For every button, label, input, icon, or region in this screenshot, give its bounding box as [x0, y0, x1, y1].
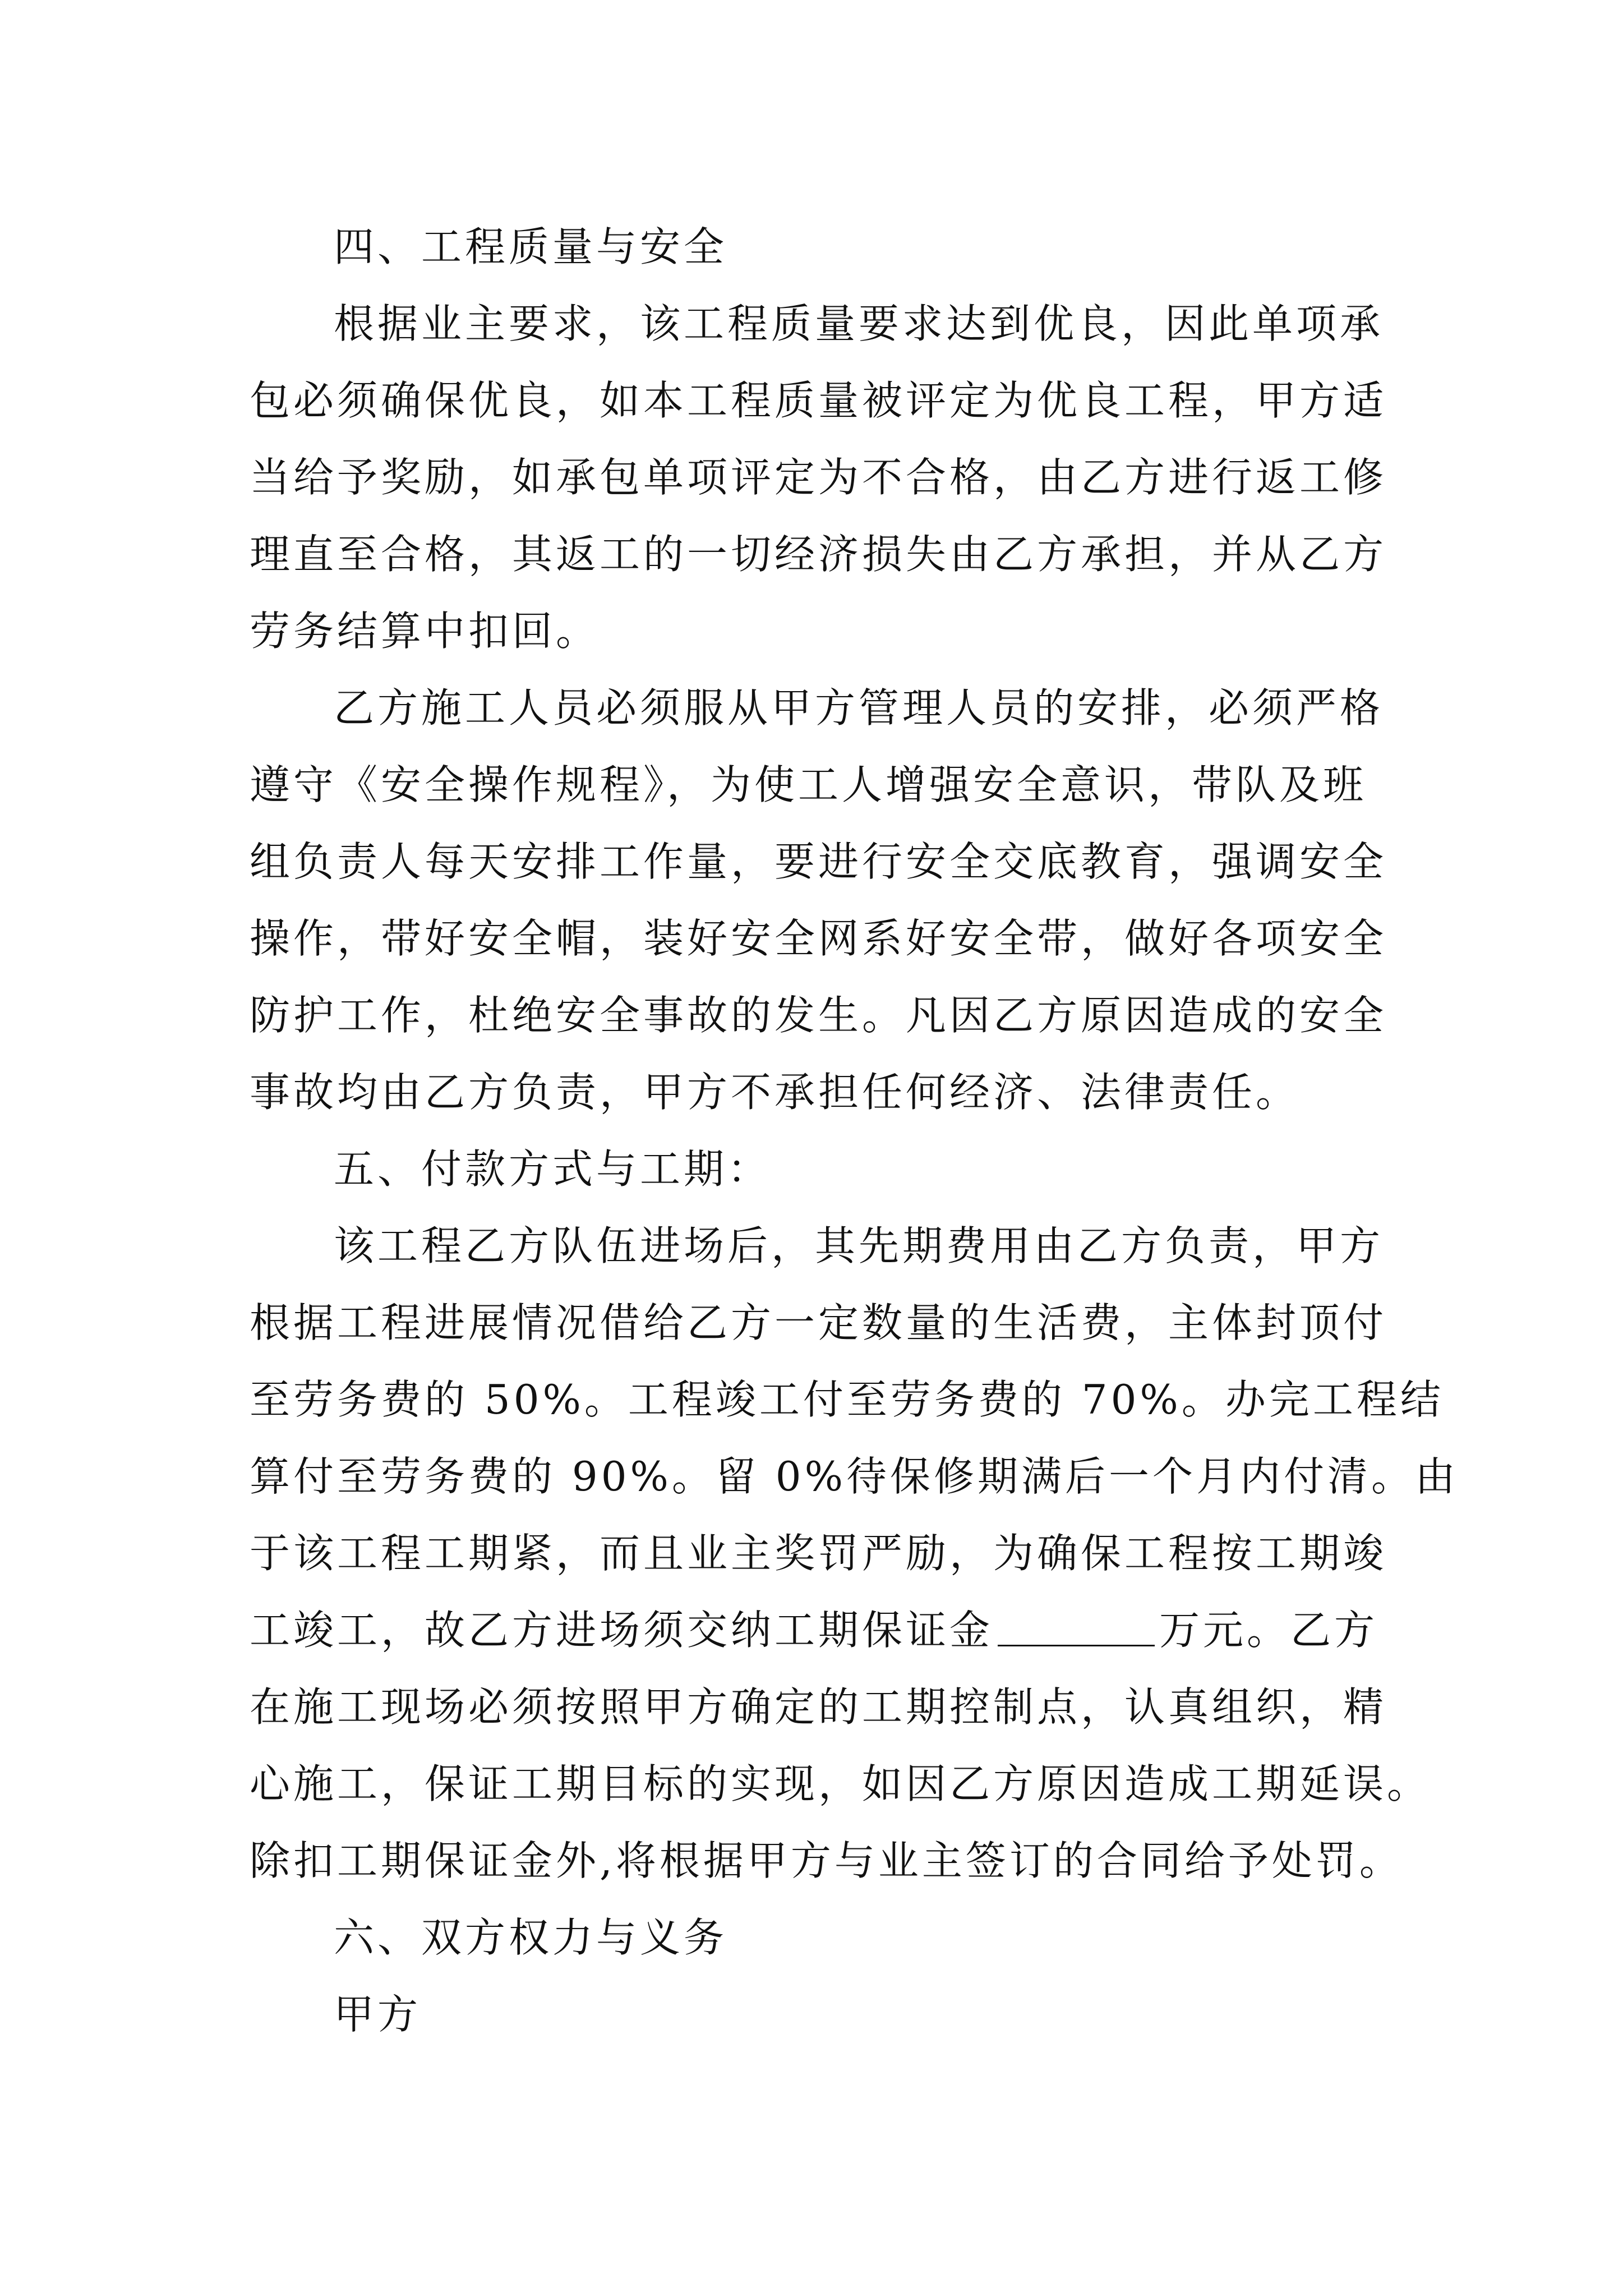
- section-6-heading: 六、双方权力与义务: [334, 1914, 728, 1961]
- paragraph-line: 至劳务费的 50%。工程竣工付至劳务费的 70%。办完工程结: [250, 1376, 1444, 1423]
- party-a-label: 甲方: [334, 1991, 422, 2038]
- section-5-heading: 五、付款方式与工期：: [334, 1145, 772, 1193]
- paragraph-line: 劳务结算中扣回。: [250, 608, 600, 655]
- document-body: [250, 209, 1459, 2053]
- paragraph-line: 心施工，保证工期目标的实现，如因乙方原因造成工期延误。: [250, 1760, 1431, 1807]
- paragraph-line: 乙方施工人员必须服从甲方管理人员的安排，必须严格: [334, 684, 1384, 731]
- line-text-after-blank: 万元。乙方: [1159, 1607, 1378, 1654]
- paragraph-line: 防护工作，杜绝安全事故的发生。凡因乙方原因造成的安全: [250, 992, 1387, 1039]
- paragraph-line: 包必须确保优良，如本工程质量被评定为优良工程，甲方适: [250, 377, 1387, 424]
- section-4-heading: 四、工程质量与安全: [334, 223, 728, 270]
- paragraph-line: 理直至合格，其返工的一切经济损失由乙方承担，并从乙方: [250, 531, 1387, 578]
- paragraph-line: 事故均由乙方负责，甲方不承担任何经济、法律责任。: [250, 1069, 1300, 1116]
- paragraph-line: 根据业主要求，该工程质量要求达到优良，因此单项承: [334, 300, 1384, 347]
- paragraph-line: 算付至劳务费的 90%。留 0%待保修期满后一个月内付清。由: [250, 1453, 1459, 1500]
- paragraph-line: 根据工程进展情况借给乙方一定数量的生活费，主体封顶付: [250, 1299, 1387, 1346]
- paragraph-line: 该工程乙方队伍进场后，其先期费用由乙方负责，甲方: [334, 1222, 1384, 1269]
- paragraph-line: 除扣工期保证金外,将根据甲方与业主签订的合同给予处罚。: [250, 1837, 1403, 1884]
- paragraph-line: 于该工程工期紧，而且业主奖罚严励，为确保工程按工期竣: [250, 1530, 1387, 1577]
- fill-in-blank-underline: [998, 1612, 1155, 1646]
- paragraph-line: 操作，带好安全帽，装好安全网系好安全带，做好各项安全: [250, 915, 1387, 962]
- paragraph-line-with-blank: [250, 1592, 1378, 1669]
- paragraph-line: 当给予奖励，如承包单项评定为不合格，由乙方进行返工修: [250, 454, 1387, 501]
- paragraph-line: 组负责人每天安排工作量，要进行安全交底教育，强调安全: [250, 838, 1387, 885]
- paragraph-line: 在施工现场必须按照甲方确定的工期控制点，认真组织，精: [250, 1683, 1387, 1731]
- line-text-before-blank: 工竣工，故乙方进场须交纳工期保证金: [250, 1607, 994, 1654]
- paragraph-line: 遵守《安全操作规程》，为使工人增强安全意识，带队及班: [250, 761, 1367, 808]
